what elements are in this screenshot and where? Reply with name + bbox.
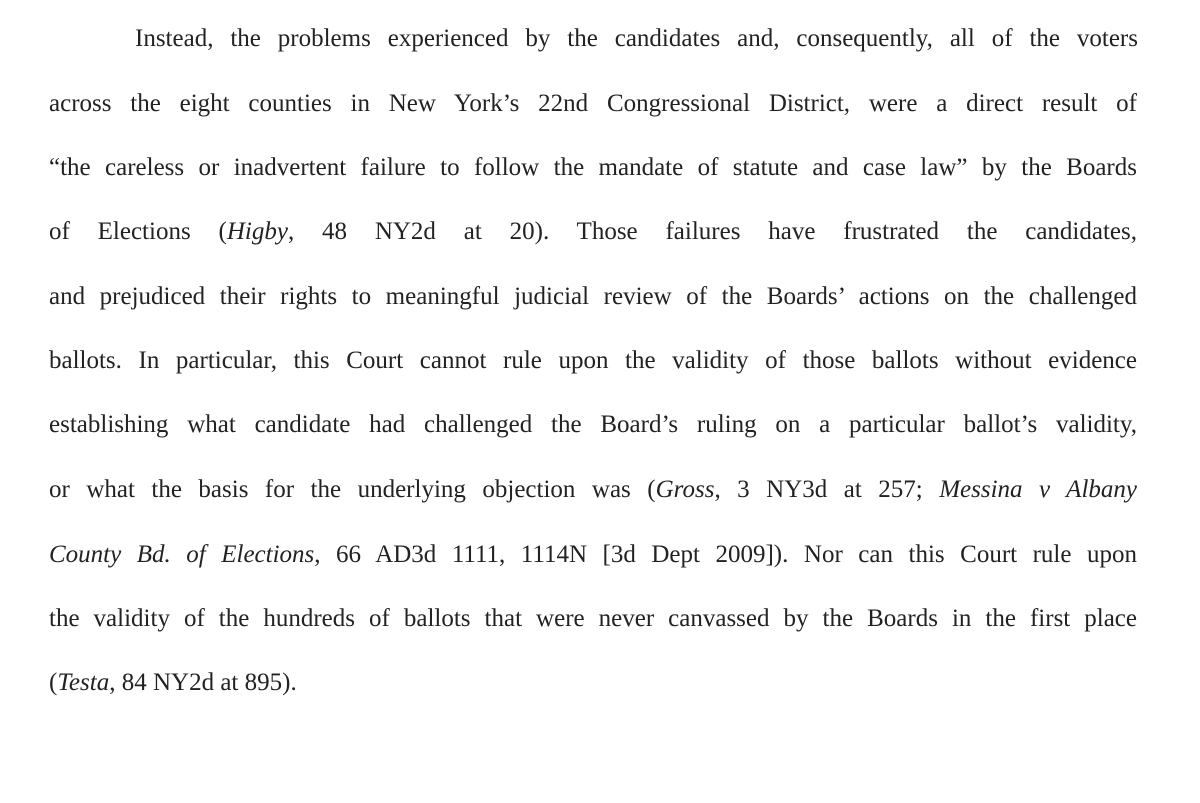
text-run: , 3 NY3d at 257;	[714, 476, 940, 503]
text-run: , 48 NY2d at 20). Those failures have frustrated the candidates,	[287, 218, 1137, 245]
case-citation-italic: Higby	[226, 218, 288, 245]
text-run: the validity of the hundreds of ballots that were never canvassed by the Boards in the first place	[49, 605, 1137, 632]
case-citation-italic: County Bd. of Elections	[49, 541, 315, 568]
paragraph-line	[49, 346, 1137, 376]
paragraph-line	[49, 540, 1137, 570]
case-citation-italic: Gross	[655, 476, 715, 503]
text-run: Instead, the problems experienced by the candidates and, consequently, all of the voters	[135, 25, 1138, 52]
paragraph-line	[49, 604, 1137, 634]
text-run: “the careless or inadvertent failure to follow the mandate of statute and case law” by the Boards	[49, 154, 1137, 181]
paragraph-line	[49, 668, 1137, 698]
case-citation-italic: Testa	[57, 669, 110, 696]
paragraph-line	[49, 89, 1137, 119]
text-run: of Elections (	[49, 218, 227, 245]
text-run: , 66 AD3d 1111, 1114N [3d Dept 2009]). Nor can this Court rule upon	[314, 541, 1137, 568]
paragraph-line	[49, 475, 1137, 505]
paragraph-line	[49, 282, 1137, 312]
paragraph-line	[49, 153, 1137, 183]
text-run: and prejudiced their rights to meaningful judicial review of the Boards’ actions on the challenged	[49, 283, 1137, 310]
text-run: establishing what candidate had challenged the Board’s ruling on a particular ballot’s validity,	[49, 411, 1137, 438]
case-citation-italic: Messina v Albany	[939, 476, 1137, 503]
text-run: across the eight counties in New York’s 22nd Congressional District, were a direct result of	[49, 90, 1137, 117]
paragraph-line	[135, 24, 1138, 54]
text-run: ballots. In particular, this Court cannot rule upon the validity of those ballots without evidence	[49, 347, 1137, 374]
text-run: (	[49, 669, 58, 696]
paragraph-line	[49, 217, 1137, 247]
paragraph-line	[49, 410, 1137, 440]
text-run: or what the basis for the underlying objection was (	[49, 476, 656, 503]
text-run: , 84 NY2d at 895).	[109, 669, 297, 696]
